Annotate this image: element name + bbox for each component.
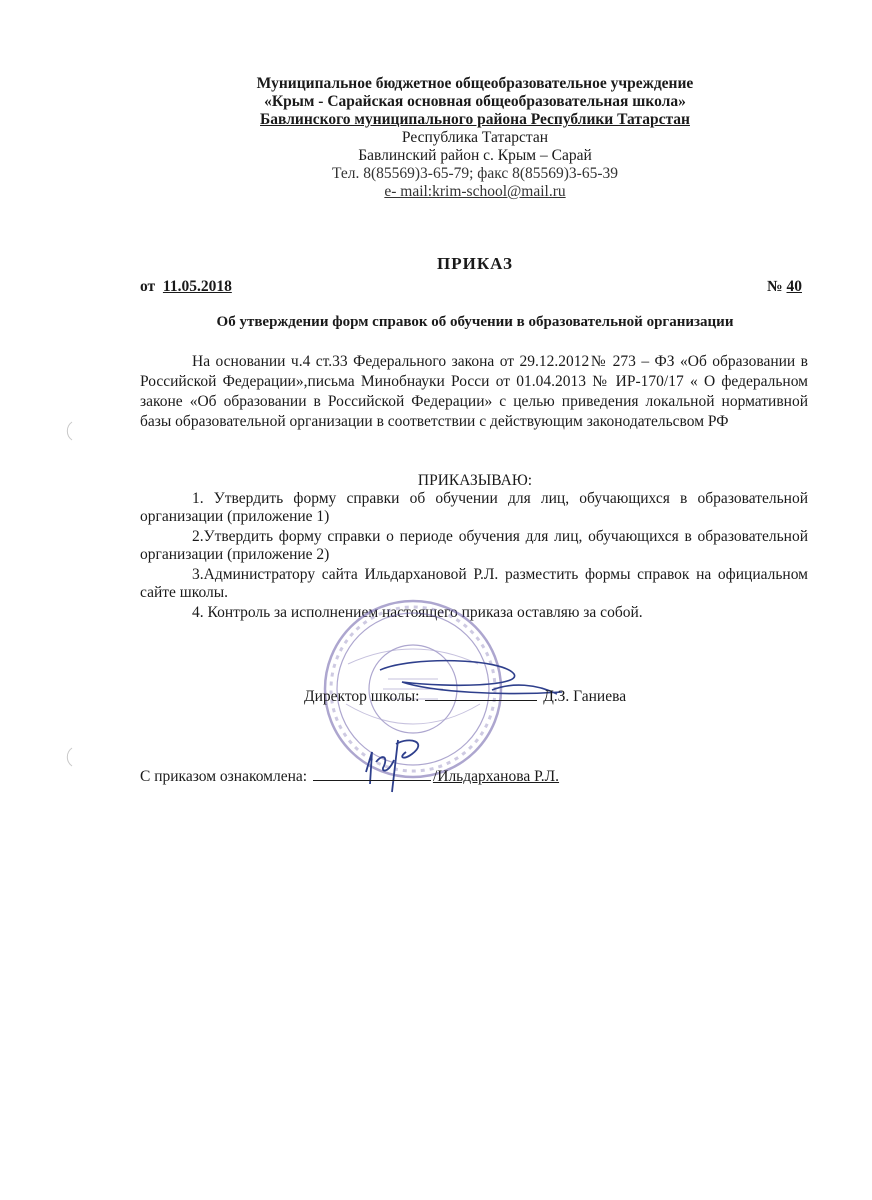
preamble-paragraph: На основании ч.4 ст.33 Федерального закона от 29.12.2012№ 273 – ФЗ «Об образовании в Российской Федерации»,письма Минобнауки Росси от 01.04.2013 № ИР-170/17 « О федеральном законе «Об образовании в Российской Федерации» с целью приведения локальной нормативной базы образовательной организации в соответствии с действующим законодательсвом РФ (140, 353, 808, 430)
acquainted-label: С приказом ознакомлена: (140, 768, 308, 785)
acquainted-name: /Ильдарханова Р.Л. (432, 768, 560, 785)
date-prefix: от (140, 278, 156, 295)
punch-hole-top (52, 418, 78, 444)
director-label: Директор школы: (304, 688, 420, 705)
signature-underline (313, 766, 431, 781)
acknowledgement-line (140, 766, 559, 786)
order-item: 2.Утвердить форму справки о периоде обучения для лиц, обучающихся в образовательной организации (приложение 2) (140, 528, 808, 563)
republic: Республика Татарстан (401, 129, 549, 146)
school-name: «Крым - Сарайская основная общеобразовательная школа» (264, 93, 686, 110)
district-name: Бавлинского муниципального района Республики Татарстан (260, 111, 690, 128)
number-prefix: № (767, 278, 783, 295)
punch-hole-bottom (52, 744, 78, 770)
order-item: 3.Администратору сайта Ильдархановой Р.Л. разместить формы справок на официальном сайте школы. (140, 566, 808, 601)
order-date-group (140, 278, 237, 296)
order-date: 11.05.2018 (162, 278, 232, 295)
order-item: 4. Контроль за исполнением настоящего приказа оставляю за собой. (192, 604, 643, 621)
address: Бавлинский район с. Крым – Сарай (358, 147, 592, 164)
director-name: Д.З. Ганиева (543, 688, 627, 705)
email-link[interactable]: e- mail:krim-school@mail.ru (384, 183, 566, 200)
order-number: 40 (786, 278, 802, 295)
order-item: 1. Утвердить форму справки об обучении для лиц, обучающихся в образовательной организации (приложение 1) (140, 490, 808, 525)
director-signature-line (304, 686, 626, 706)
document-title: ПРИКАЗ (437, 254, 513, 273)
order-directive: ПРИКАЗЫВАЮ: (417, 472, 533, 489)
phone-fax: Тел. 8(85569)3-65-79; факс 8(85569)3-65-39 (331, 165, 619, 182)
org-type: Муниципальное бюджетное общеобразовательное учреждение (256, 75, 694, 92)
letterhead (140, 75, 810, 201)
signature-underline (425, 686, 537, 701)
order-subject: Об утверждении форм справок об обучении в образовательной организации (216, 314, 734, 330)
order-number-group (767, 278, 802, 296)
